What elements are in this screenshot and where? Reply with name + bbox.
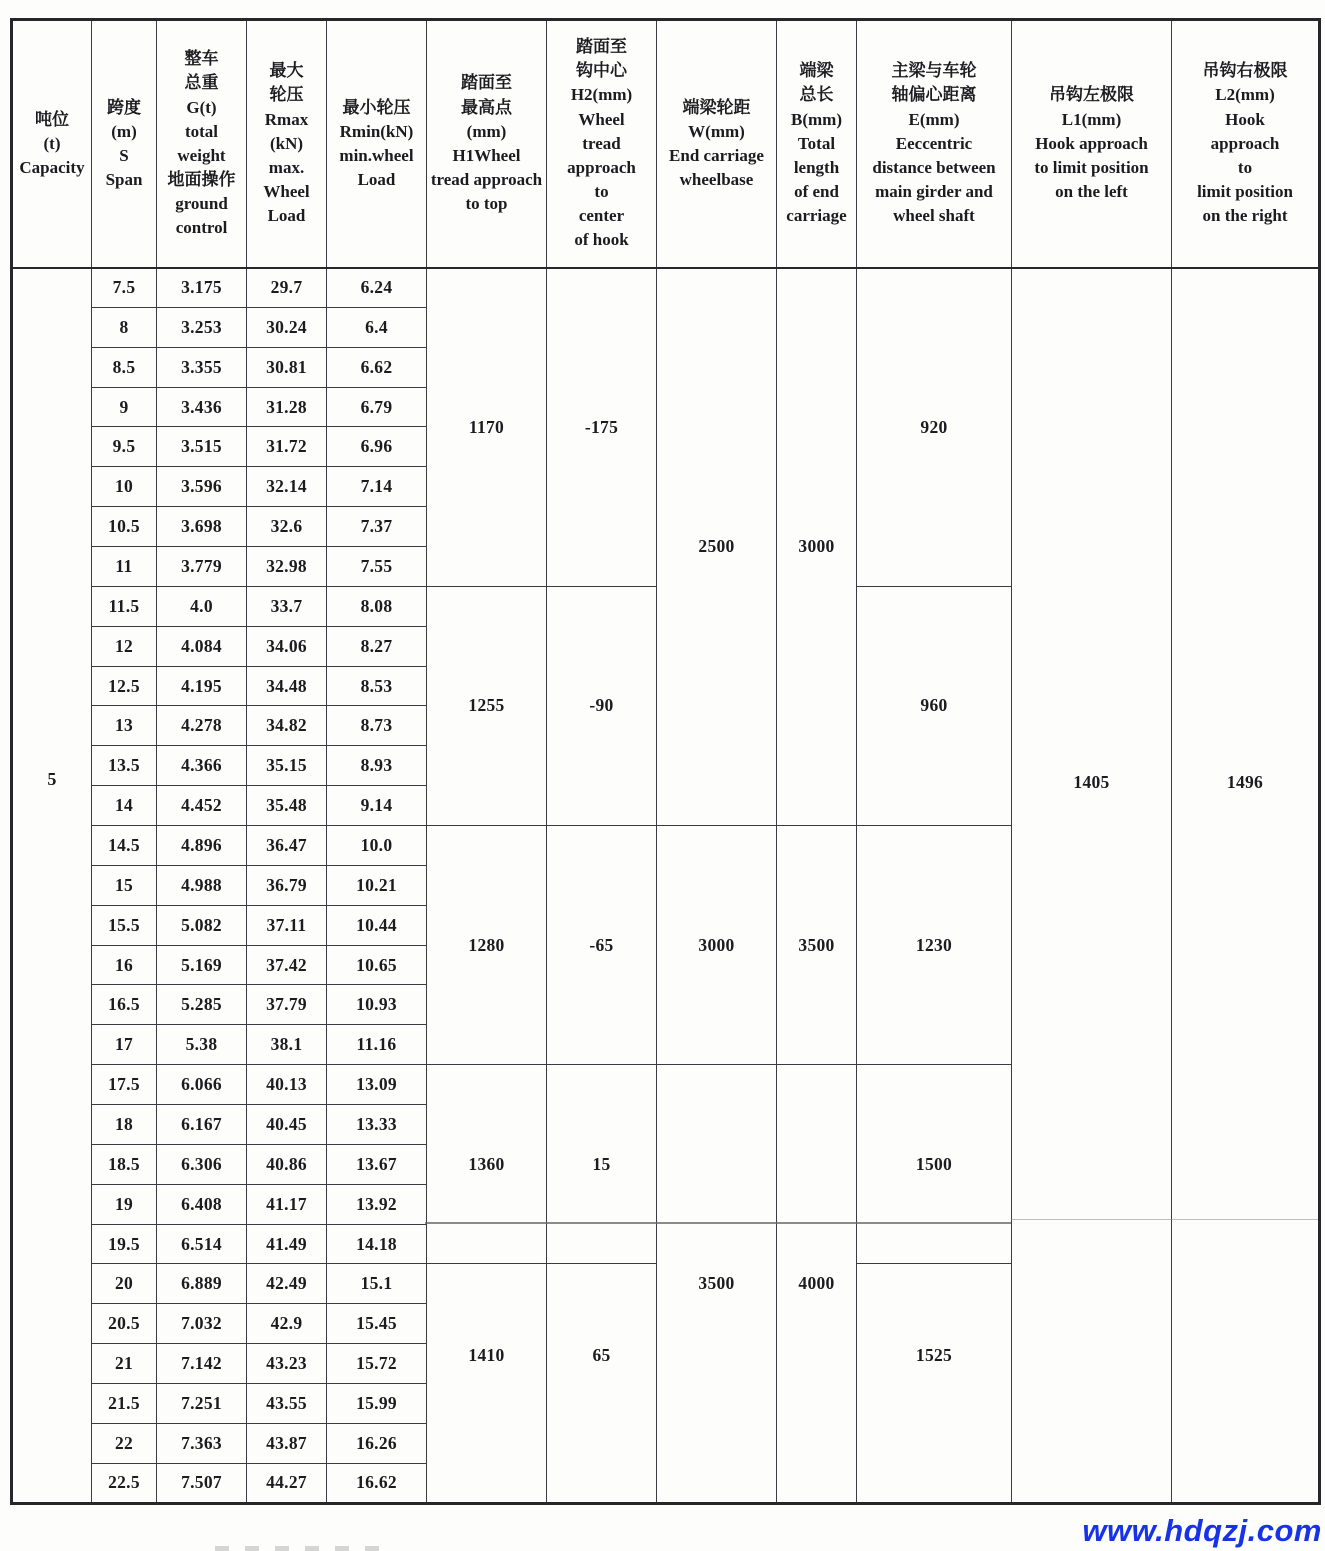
cell-span: 22.5 [92,1463,157,1503]
cell-b: 3000 [777,268,857,826]
header-line: L2(mm) [1215,85,1275,105]
cell-rmin: 15.1 [327,1264,427,1304]
cell-rmin: 13.09 [327,1065,427,1105]
cell-span: 11 [92,547,157,587]
cell-capacity: 5 [12,268,92,1504]
header-line: of hook [574,230,629,250]
header-line: approach [567,157,636,177]
cell-span: 14 [92,786,157,826]
cell-span: 18.5 [92,1144,157,1184]
cell-h2: -65 [547,826,657,1065]
cell-rmax: 34.82 [247,706,327,746]
header-line: Rmax [264,109,309,129]
header-line: 踏面至 [576,37,627,57]
cell-rmin: 15.45 [327,1304,427,1344]
cell-rmin: 15.99 [327,1384,427,1424]
header-line: limit position [1197,181,1293,201]
cell-rmax: 37.79 [247,985,327,1025]
cell-rmax: 31.72 [247,427,327,467]
cell-rmin: 6.96 [327,427,427,467]
cell-rmax: 30.81 [247,347,327,387]
header-line: W(mm) [688,121,745,141]
header-line: H1Wheel [452,145,521,165]
cell-e: 1525 [857,1264,1012,1503]
header-line: 轮压 [269,85,304,105]
cell-span: 16.5 [92,985,157,1025]
header-line: min.wheel [339,145,414,165]
cell-total-weight: 4.084 [157,626,247,666]
cell-span: 15.5 [92,905,157,945]
cell-rmax: 35.48 [247,786,327,826]
header-line: total [184,121,219,141]
column-header-b [777,20,857,268]
cell-rmin: 9.14 [327,786,427,826]
cell-rmin: 6.62 [327,347,427,387]
cell-l2: 1496 [1172,268,1320,1504]
cell-rmax: 43.55 [247,1384,327,1424]
cell-total-weight: 4.195 [157,666,247,706]
cell-span: 21.5 [92,1384,157,1424]
cell-span: 12 [92,626,157,666]
cell-h1: 1410 [427,1264,547,1503]
cell-rmax: 34.48 [247,666,327,706]
table-header-row [12,20,1320,268]
cell-h1: 1360 [427,1065,547,1264]
cell-rmax: 30.24 [247,307,327,347]
cell-w: 3000 [657,826,777,1065]
header-line: (mm) [466,121,507,141]
cell-total-weight: 6.408 [157,1184,247,1224]
cell-rmax: 29.7 [247,268,327,308]
cell-total-weight: 7.251 [157,1384,247,1424]
cell-rmin: 10.65 [327,945,427,985]
header-line: 端梁 [799,61,834,81]
cell-rmin: 6.4 [327,307,427,347]
cell-rmax: 31.28 [247,387,327,427]
cell-rmax: 41.49 [247,1224,327,1264]
header-line: 主梁与车轮 [891,61,977,81]
header-line: center [578,206,625,226]
cell-span: 8.5 [92,347,157,387]
cell-rmax: 44.27 [247,1463,327,1503]
column-header-l2 [1172,20,1320,268]
header-line: Load [357,169,396,189]
column-header-max-wheel-load [247,20,327,268]
header-line: 踏面至 [461,73,512,93]
cell-total-weight: 4.0 [157,586,247,626]
cell-rmin: 10.0 [327,826,427,866]
header-line: 吨位 [35,109,69,129]
cell-rmax: 42.9 [247,1304,327,1344]
cell-span: 16 [92,945,157,985]
cell-rmax: 32.98 [247,547,327,587]
header-line: Total [797,133,836,153]
cell-h2: 65 [547,1264,657,1503]
cell-total-weight: 5.285 [157,985,247,1025]
cell-rmin: 11.16 [327,1025,427,1065]
cell-total-weight: 4.896 [157,826,247,866]
cell-l1: 1405 [1012,268,1172,1504]
cell-rmax: 37.42 [247,945,327,985]
header-line: weight [177,145,226,165]
cell-rmax: 33.7 [247,586,327,626]
cell-rmin: 13.33 [327,1105,427,1145]
column-header-total-weight [157,20,247,268]
header-line: to [594,181,609,201]
cell-span: 13.5 [92,746,157,786]
column-header-e [857,20,1012,268]
cell-rmax: 42.49 [247,1264,327,1304]
cell-total-weight: 7.142 [157,1344,247,1384]
header-line: wheelbase [679,169,754,189]
header-line: B(mm) [791,109,842,129]
cell-rmax: 40.45 [247,1105,327,1145]
cell-total-weight: 6.167 [157,1105,247,1145]
header-line: L1(mm) [1061,109,1122,129]
cell-rmax: 38.1 [247,1025,327,1065]
header-line: max. [268,157,305,177]
header-line: carriage [786,206,847,226]
header-line: on the right [1202,206,1288,226]
watermark-link[interactable]: www.hdqzj.com [1082,1513,1322,1548]
cell-span: 14.5 [92,826,157,866]
cell-h2: -175 [547,268,657,587]
cell-h2: -90 [547,586,657,825]
cell-e: 1500 [857,1065,1012,1264]
column-header-w [657,20,777,268]
header-line: Rmin(kN) [339,121,414,141]
cell-span: 7.5 [92,268,157,308]
cell-total-weight: 7.363 [157,1423,247,1463]
header-line: control [175,218,228,238]
cell-h2: 15 [547,1065,657,1264]
cell-total-weight: 3.779 [157,547,247,587]
cell-total-weight: 3.253 [157,307,247,347]
cell-rmax: 40.86 [247,1144,327,1184]
cell-rmin: 7.55 [327,547,427,587]
cell-total-weight: 3.596 [157,467,247,507]
cell-span: 8 [92,307,157,347]
cell-b: 3500 [777,826,857,1065]
column-header-capacity [12,20,92,268]
column-header-h1 [427,20,547,268]
cell-span: 13 [92,706,157,746]
cell-span: 19 [92,1184,157,1224]
cell-rmin: 6.79 [327,387,427,427]
header-line: to top [465,194,508,213]
cell-rmin: 8.73 [327,706,427,746]
cell-total-weight: 4.278 [157,706,247,746]
header-line: 跨度 [107,97,141,117]
scan-seam-line [425,1222,1011,1224]
cell-rmin: 14.18 [327,1224,427,1264]
cell-total-weight: 5.38 [157,1025,247,1065]
cell-rmin: 6.24 [327,268,427,308]
header-line: Eeccentric [895,133,973,153]
cell-rmax: 37.11 [247,905,327,945]
header-line: main girder and [875,181,993,201]
cell-span: 15 [92,865,157,905]
header-line: length [793,157,840,177]
header-line: on the left [1055,181,1128,201]
header-line: wheel shaft [893,206,975,226]
cell-rmin: 7.37 [327,507,427,547]
header-line: 最大 [269,61,304,81]
header-line: Capacity [19,157,85,177]
cell-span: 21 [92,1344,157,1384]
header-line: 轴偏心距离 [891,85,977,105]
header-line: 最小轮压 [342,97,411,117]
header-line: Wheel [578,109,625,129]
cell-rmin: 8.27 [327,626,427,666]
cell-rmin: 10.21 [327,865,427,905]
cell-rmin: 8.53 [327,666,427,706]
header-line: E(mm) [908,109,960,129]
cell-total-weight: 4.452 [157,786,247,826]
scan-artifact [215,1546,385,1551]
crane-specification-table [10,18,1321,1505]
cell-total-weight: 3.515 [157,427,247,467]
cell-rmin: 8.08 [327,586,427,626]
header-line: Span [105,169,143,189]
header-line: Hook approach [1035,133,1148,153]
cell-total-weight: 5.082 [157,905,247,945]
cell-span: 10.5 [92,507,157,547]
cell-rmin: 16.62 [327,1463,427,1503]
header-line: approach [1210,133,1280,153]
cell-rmax: 36.47 [247,826,327,866]
header-line: Load [267,206,306,226]
header-line: Hook [1225,109,1265,129]
cell-span: 20 [92,1264,157,1304]
header-line: 总长 [799,85,834,105]
cell-rmax: 32.14 [247,467,327,507]
cell-rmax: 41.17 [247,1184,327,1224]
cell-span: 9.5 [92,427,157,467]
header-line: Wheel [263,181,310,201]
cell-total-weight: 3.355 [157,347,247,387]
cell-rmin: 10.44 [327,905,427,945]
header-line: tread [582,133,621,153]
header-line: (t) [43,133,61,153]
header-line: (kN) [269,133,304,153]
header-line: 吊钩左极限 [1049,85,1134,105]
cell-rmax: 43.87 [247,1423,327,1463]
cell-rmin: 15.72 [327,1344,427,1384]
cell-total-weight: 6.066 [157,1065,247,1105]
header-line: H2(mm) [570,85,633,105]
cell-rmax: 34.06 [247,626,327,666]
cell-rmin: 8.93 [327,746,427,786]
cell-total-weight: 3.175 [157,268,247,308]
cell-total-weight: 7.032 [157,1304,247,1344]
header-line: 地面操作 [167,169,236,189]
table-row [12,268,1320,308]
cell-h1: 1280 [427,826,547,1065]
header-line: G(t) [186,97,217,117]
column-header-l1 [1012,20,1172,268]
cell-w: 2500 [657,268,777,826]
header-line: End carriage [669,145,764,165]
cell-span: 10 [92,467,157,507]
cell-span: 11.5 [92,586,157,626]
cell-span: 17.5 [92,1065,157,1105]
cell-b: 4000 [777,1065,857,1503]
cell-h1: 1170 [427,268,547,587]
header-line: ground [175,194,228,213]
cell-rmax: 43.23 [247,1344,327,1384]
header-line: distance between [872,157,996,177]
cell-rmin: 13.67 [327,1144,427,1184]
header-line: S [119,145,129,165]
cell-e: 960 [857,586,1012,825]
cell-rmin: 16.26 [327,1423,427,1463]
cell-span: 19.5 [92,1224,157,1264]
header-line: to limit position [1034,157,1149,177]
cell-total-weight: 6.889 [157,1264,247,1304]
cell-e: 920 [857,268,1012,587]
header-line: tread approach [430,169,543,189]
cell-rmax: 40.13 [247,1065,327,1105]
cell-span: 12.5 [92,666,157,706]
cell-rmax: 32.6 [247,507,327,547]
cell-rmax: 36.79 [247,865,327,905]
cell-rmin: 10.93 [327,985,427,1025]
cell-total-weight: 6.306 [157,1144,247,1184]
header-line: 总重 [184,73,219,93]
header-line: of end [794,181,839,201]
cell-span: 17 [92,1025,157,1065]
column-header-h2 [547,20,657,268]
cell-total-weight: 5.169 [157,945,247,985]
header-line: 端梁轮距 [682,97,751,117]
header-line: to [1237,157,1253,177]
scan-seam-line-faint [1011,1219,1318,1220]
header-line: 整车 [184,49,219,69]
header-line: 钩中心 [576,61,627,81]
cell-span: 18 [92,1105,157,1145]
header-line: (m) [111,121,137,141]
cell-w: 3500 [657,1065,777,1503]
header-line: 吊钩右极限 [1202,61,1288,81]
cell-total-weight: 4.988 [157,865,247,905]
cell-span: 9 [92,387,157,427]
cell-total-weight: 3.698 [157,507,247,547]
cell-e: 1230 [857,826,1012,1065]
cell-span: 20.5 [92,1304,157,1344]
cell-rmax: 35.15 [247,746,327,786]
cell-rmin: 7.14 [327,467,427,507]
column-header-span [92,20,157,268]
cell-total-weight: 3.436 [157,387,247,427]
cell-rmin: 13.92 [327,1184,427,1224]
cell-total-weight: 7.507 [157,1463,247,1503]
header-line: 最高点 [461,97,512,117]
cell-h1: 1255 [427,586,547,825]
cell-total-weight: 4.366 [157,746,247,786]
column-header-min-wheel-load [327,20,427,268]
cell-span: 22 [92,1423,157,1463]
cell-total-weight: 6.514 [157,1224,247,1264]
